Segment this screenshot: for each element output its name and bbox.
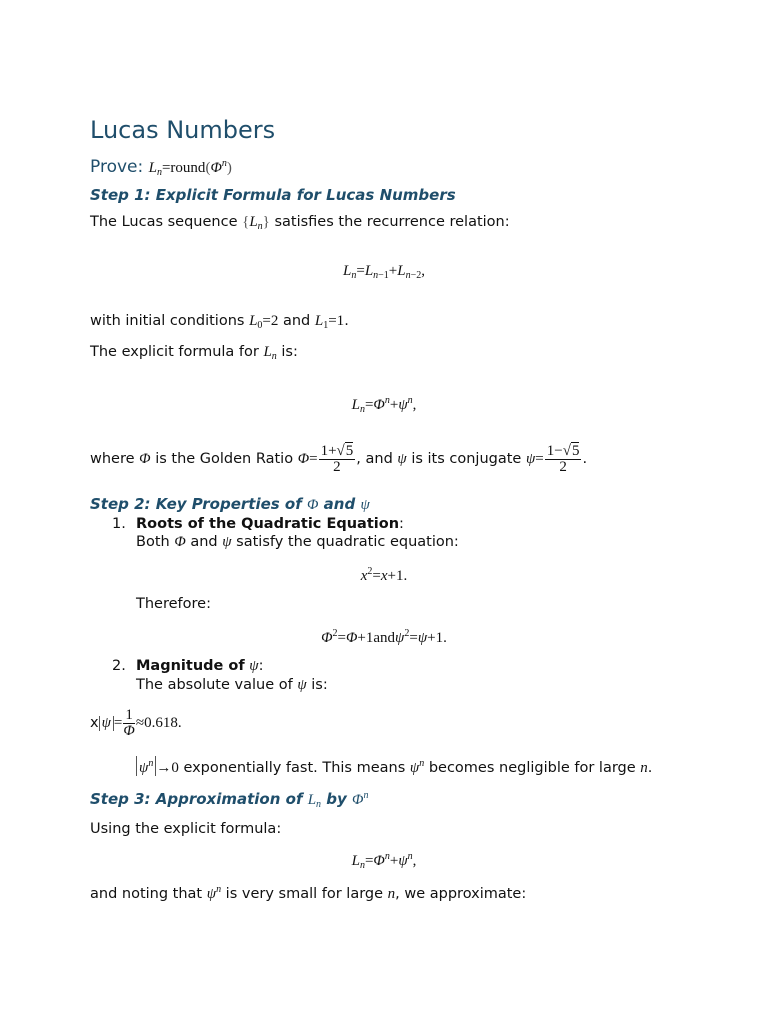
list-item-1-number: 1.: [112, 516, 126, 532]
phi-psi-squared-equation: $\Phi^2=\Phi+1and\psi^2=\psi+1$.: [321, 628, 447, 646]
recurrence-equation: $L_n=L_{n-1}+L_{n-2}$,: [343, 263, 425, 281]
list-item-1-title: Roots of the Quadratic Equation:: [136, 516, 404, 532]
page-title: Lucas Numbers: [90, 116, 276, 144]
recurrence-paragraph: The Lucas sequence $\{L_n\}$ satisfies the recurrence relation:: [90, 214, 510, 232]
golden-ratio-paragraph: where Φ is the Golden Ratio Φ= $\frac{1+√5}{2}$ , and ψ is its conjugate ψ= $\frac{1-√5}{2}$ .: [90, 443, 588, 475]
step1-heading: Step 1: Explicit Formula for Lucas Numbers: [90, 186, 456, 204]
explicit-formula-repeat: $L_n=\Phi^n+\psi^n$,: [351, 851, 417, 871]
step3-intro: Using the explicit formula:: [90, 821, 282, 837]
therefore-label: Therefore:: [136, 596, 211, 612]
list-item-2-number: 2.: [112, 658, 126, 674]
prove-label: Prove:: [90, 157, 144, 177]
step3-approximation-text: and noting that $\psi^n$ is very small for large n, we approximate:: [90, 884, 527, 902]
explicit-formula: $L_n=\Phi^n+\psi^n$,: [351, 395, 417, 415]
step2-heading: Step 2: Key Properties of Φ and ψ: [90, 495, 370, 513]
explicit-formula-intro: The explicit formula for $L_n$ is:: [90, 344, 298, 362]
prove-statement: Prove: $L_n=round(\Phi^n)$: [90, 157, 232, 178]
decay-statement: $\psi^n \to 0$ exponentially fast. This means $\psi^n$ becomes negligible for large n.: [136, 756, 652, 777]
list-item-1-text: Both Φ and ψ satisfy the quadratic equation:: [136, 534, 459, 550]
initial-conditions: with initial conditions $L_0=2$ and $L_1=1$.: [90, 313, 349, 331]
list-item-2-text: The absolute value of ψ is:: [136, 677, 328, 693]
abs-psi-equation: x ψ = $\frac{1}{\Phi}$ ≈0.618.: [90, 707, 182, 739]
quadratic-equation: $x^2=x+1$.: [360, 566, 408, 584]
list-item-2-title: Magnitude of ψ:: [136, 658, 264, 674]
step3-heading: Step 3: Approximation of $L_n$ by $\Phi^n$: [90, 790, 369, 810]
